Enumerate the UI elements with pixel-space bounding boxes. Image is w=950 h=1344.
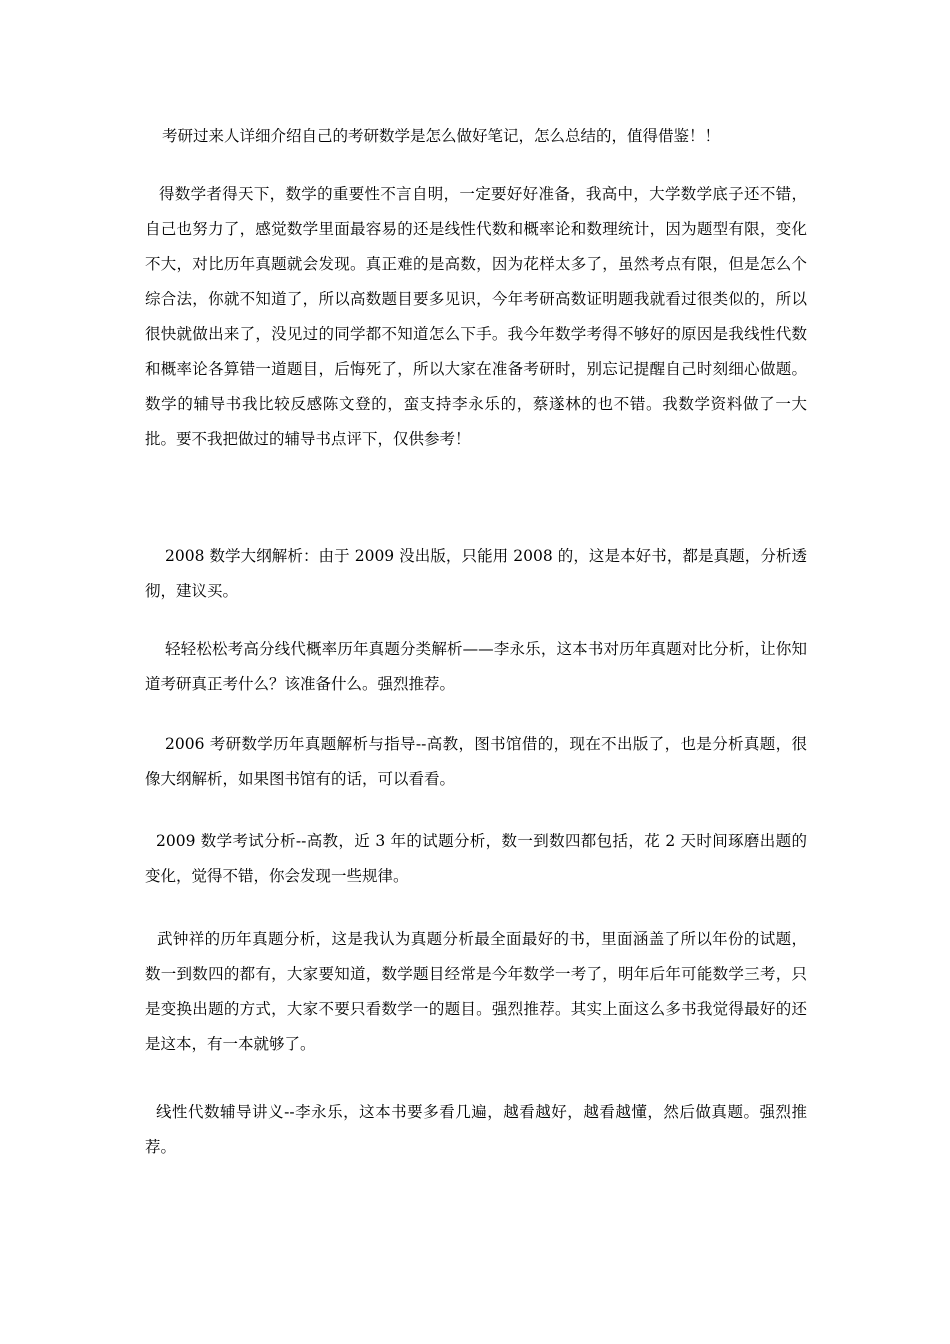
paragraph-book-review: 线性代数辅导讲义--李永乐，这本书要多看几遍，越看越好，越看越懂，然后做真题。强烈推荐。 bbox=[145, 1103, 807, 1156]
paragraph-book-review: 武钟祥的历年真题分析，这是我认为真题分析最全面最好的书，里面涵盖了所以年份的试题，数一到数四的都有，大家要知道，数学题目经常是今年数学一考了，明年后年可能数学三考，只是变换出题的方式，大家不要只看数学一的题目。强烈推荐。其实上面这么多书我觉得最好的还是这本，有一本就够了。 bbox=[145, 930, 807, 1053]
document-title: 考研过来人详细介绍自己的考研数学是怎么做好笔记，怎么总结的，值得借鉴！！ bbox=[162, 127, 721, 145]
paragraph-book-review: 2008 数学大纲解析：由于 2009 没出版，只能用 2008 的，这是本好书，都是真题，分析透彻，建议买。 bbox=[145, 547, 807, 600]
paragraph-book-review: 2009 数学考试分析--高教，近 3 年的试题分析，数一到数四都包括，花 2 天时间琢磨出题的变化，觉得不错，你会发现一些规律。 bbox=[145, 832, 807, 885]
paragraph-book-review: 轻轻松松考高分线代概率历年真题分类解析——李永乐，这本书对历年真题对比分析，让你知道考研真正考什么？该准备什么。强烈推荐。 bbox=[145, 640, 807, 693]
paragraph-book-review: 2006 考研数学历年真题解析与指导--高教，图书馆借的，现在不出版了，也是分析真题，很像大纲解析，如果图书馆有的话，可以看看。 bbox=[145, 735, 807, 788]
paragraph-intro: 得数学者得天下，数学的重要性不言自明，一定要好好准备，我高中，大学数学底子还不错，自己也努力了，感觉数学里面最容易的还是线性代数和概率论和数理统计，因为题型有限，变化不大，对比历年真题就会发现。真正难的是高数，因为花样太多了，虽然考点有限，但是怎么个综合法，你就不知道了，所以高数题目要多见识，今年考研高数证明题我就看过很类似的，所以很快就做出来了，没见过的同学都不知道怎么下手。我今年数学考得不够好的原因是我线性代数和概率论各算错一道题目，后悔死了，所以大家在准备考研时，别忘记提醒自己时刻细心做题。数学的辅导书我比较反感陈文登的，蛮支持李永乐的，蔡遂林的也不错。我数学资料做了一大批。要不我把做过的辅导书点评下，仅供参考！ bbox=[145, 185, 807, 448]
